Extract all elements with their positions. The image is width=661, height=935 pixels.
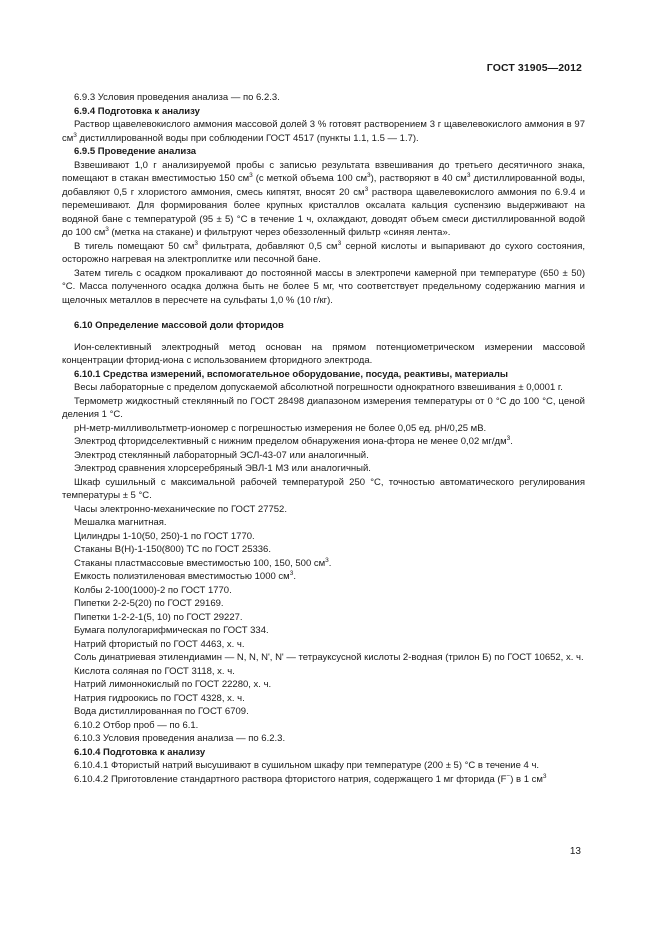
paragraph: Часы электронно-механические по ГОСТ 27752. [74, 503, 287, 515]
paragraph: Стаканы В(Н)-1-150(800) ТС по ГОСТ 25336. [74, 544, 271, 555]
paragraph: Соль динатриевая этилендиамин — N, N, N', N' — тетрауксусной кислоты 2-водная (трилон Б) по ГОСТ 10652, х. ч. [74, 652, 584, 663]
paragraph: Электрод стеклянный лабораторный ЭСЛ-43-07 или аналогичный. [74, 449, 369, 461]
paragraph: Натрий фтористый по ГОСТ 4463, х. ч. [74, 638, 245, 650]
paragraph: Электрод фторидселективный с нижним пределом обнаружения иона-фтора не менее 0,02 $мг/дм^3$. [74, 435, 513, 447]
paragraph: Шкаф сушильный с максимальной рабочей температурой 250 °С, точностью автоматического регулирования температуры ± 5 °С. [62, 476, 585, 501]
subsection-heading: 6.10.4 Подготовка к анализу [74, 746, 206, 758]
subsection-heading: 6.9.5 Проведение анализа [74, 146, 197, 157]
paragraph: 6.9.3 Условия проведения анализа — по 6.2.3. [74, 92, 280, 103]
paragraph: Мешалка магнитная. [74, 517, 167, 528]
paragraph: Цилиндры 1-10(50, 250)-1 по ГОСТ 1770. [74, 530, 255, 542]
paragraph: Вода дистиллированная по ГОСТ 6709. [74, 706, 249, 717]
paragraph: Пипетки 2-2-5(20) по ГОСТ 29169. [74, 598, 224, 609]
paragraph: Натрия гидроокись по ГОСТ 4328, х. ч. [74, 692, 245, 704]
paragraph: 6.10.4.1 Фтористый натрий высушивают в сушильном шкафу при температуре (200 ± 5) °С в течение 4 ч. [74, 760, 540, 771]
paragraph: Емкость полиэтиленовая вместимостью 1000 $см^3$. [74, 570, 296, 582]
paragraph: В тигель помещают 50 $см^3$ фильтрата, добавляют 0,5 $см^3$ серной кислоты и выпаривают до сухого состояния, осторожно нагревая на электроплитке или песочной бане. [62, 239, 585, 265]
subsection-heading: 6.10.1 Средства измерений, вспомогательное оборудование, посуда, реактивы, материалы [74, 368, 508, 380]
paragraph: Термометр жидкостный стеклянный по ГОСТ 28498 диапазоном измерения температуры от 0 °С до 100 °С, ценой деления 1 °С. [62, 395, 585, 420]
paragraph: 6.10.4.2 Приготовление стандартного раствора фтористого натрия, содержащего 1 мг фторида (F−) в 1 $см^3$ [74, 772, 547, 785]
paragraph: Кислота соляная по ГОСТ 3118, х. ч. [74, 665, 235, 677]
page-number: 13 [569, 846, 581, 857]
section-heading: 6.10 Определение массовой доли фторидов [74, 320, 284, 331]
paragraph: Весы лабораторные с пределом допускаемой абсолютной погрешности однократного взвешивания ± 0,0001 г. [74, 382, 563, 393]
paragraph: Пипетки 1-2-2-1(5, 10) по ГОСТ 29227. [74, 611, 243, 623]
paragraph: Взвешивают 1,0 г анализируемой пробы с записью результата взвешивания до третьего десятичного знака, помещают в стакан вместимостью 150 $см^3$ (с меткой объема 100 $см^3$), растворяют в 40 $см^3$ дистиллированной воды, добавляют 0,5 г хлористого аммония, смесь кипятят, вносят 20 $см^3$ раствора щавелевокислого аммония по 6.9.4 и перемешивают. Для формирования более крупных кристаллов оксалата кальция суспензию выдерживают на водяной бане с температурой (95 ± 5) °С в течение 1 ч, охлаждают, доводят объем смеси дистиллированной водой до 100 $см^3$ (метка на стакане) и фильтруют через обеззоленный фильтр «синяя лента». [62, 159, 586, 238]
paragraph: Натрий лимоннокислый по ГОСТ 22280, х. ч. [74, 679, 272, 690]
subsection-heading: 6.9.4 Подготовка к анализу [74, 105, 200, 117]
paragraph: Электрод сравнения хлорсеребряный ЭВЛ-1 МЗ или аналогичный. [74, 463, 371, 474]
paragraph: Ион-селективный электродный метод основан на прямом потенциометрическом измерении массовой концентрации фторид-иона с использованием фторидного электрода. [62, 341, 585, 366]
paragraph: рН-метр-милливольтметр-иономер с погрешностью измерения не более 0,05 ед. рН/0,25 мВ. [74, 422, 487, 434]
document-header: ГОСТ 31905—2012 [486, 62, 582, 74]
paragraph: 6.10.2 Отбор проб — по 6.1. [74, 719, 199, 731]
paragraph: Затем тигель с осадком прокаливают до постоянной массы в электропечи камерной при температуре (650 ± 50) °С. Масса полученного осадка должна быть не более 5 мг, что соответствует предельному содержанию магния и щелочных металлов в пересчете на сульфаты 1,0 % (10 г/кг). [62, 267, 585, 306]
paragraph: Стаканы пластмассовые вместимостью 100, 150, 500 $см^3$. [74, 556, 332, 569]
document-body [62, 91, 585, 786]
paragraph: 6.10.3 Условия проведения анализа — по 6.2.3. [74, 733, 286, 744]
paragraph: Бумага полулогарифмическая по ГОСТ 334. [74, 625, 269, 636]
paragraph: Колбы 2-100(1000)-2 по ГОСТ 1770. [74, 584, 232, 596]
paragraph: Раствор щавелевокислого аммония массовой долей 3 % готовят растворением 3 г щавелевокислого аммония в 97 $см^3$ дистиллированной воды при соблюдении ГОСТ 4517 (пункты 1.1, 1.5 — 1.7). [62, 119, 585, 144]
